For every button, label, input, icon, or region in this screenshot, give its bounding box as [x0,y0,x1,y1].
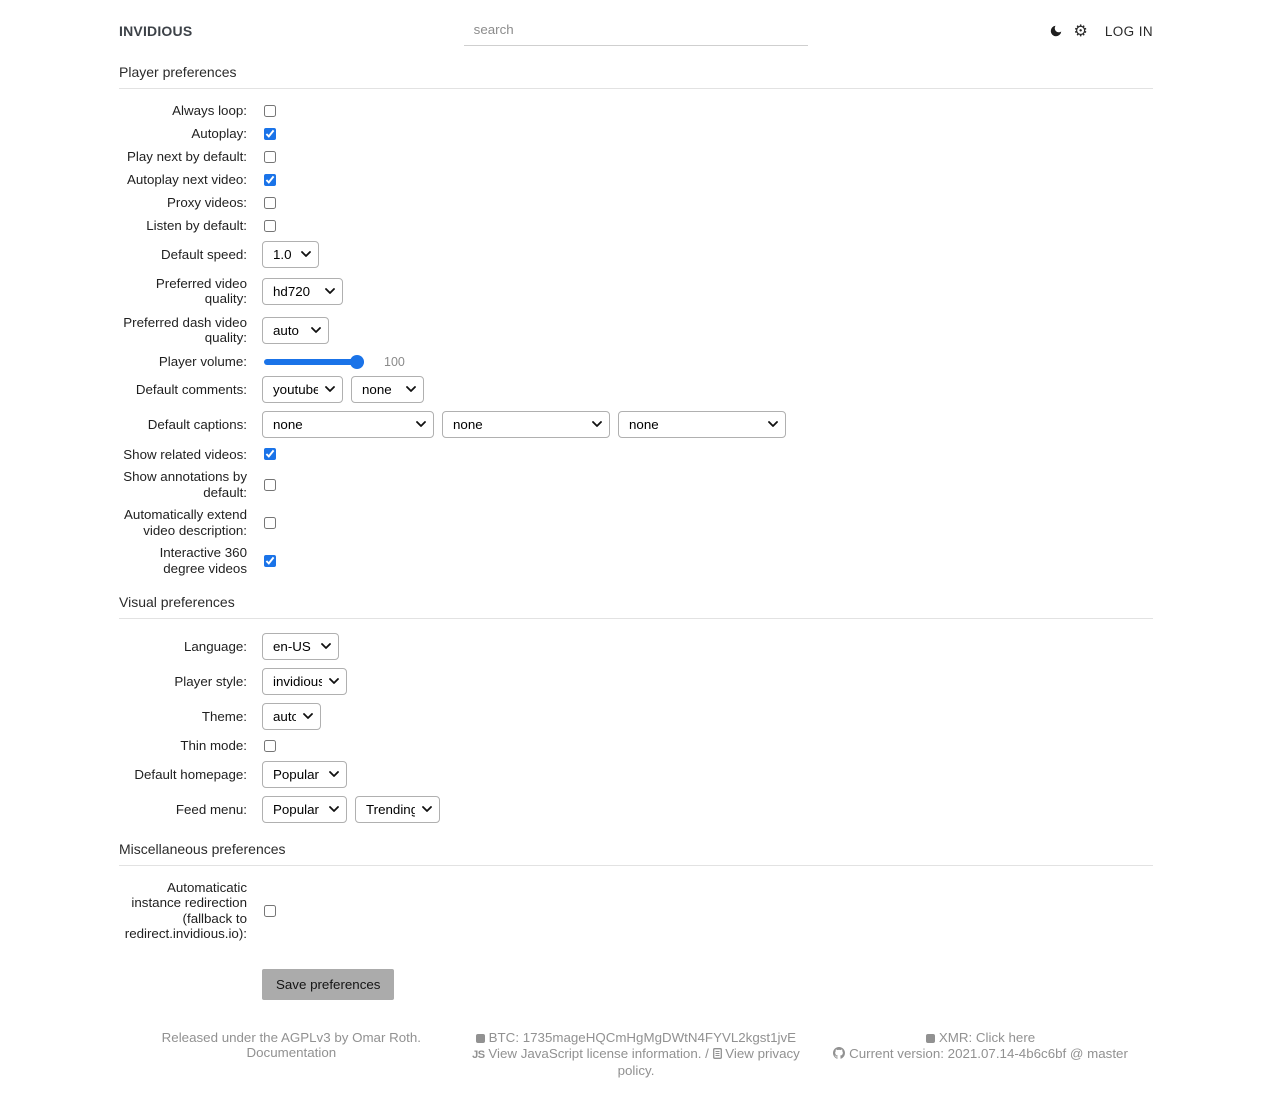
pref-label: Default homepage: [134,766,247,782]
feed-menu-1-select[interactable] [262,796,347,823]
comments-source-2-select[interactable] [351,376,424,403]
xmr-link[interactable]: XMR: Click here [938,1029,1036,1045]
pref-label: Preferred video quality: [155,276,247,307]
interactive-360-checkbox[interactable] [264,555,276,567]
dash-quality-select[interactable] [262,317,329,344]
bitcoin-icon [476,1031,485,1046]
footer-right-column [808,1030,1153,1063]
footer-left-column [119,1030,464,1061]
instance-redirect-checkbox[interactable] [264,905,276,917]
section-title-player: Player preferences [119,64,1153,89]
pref-label: Always loop: [172,103,247,119]
separator: / [705,1046,709,1062]
pref-row-language [119,633,1153,660]
pref-label: Theme: [201,708,247,724]
volume-value: 100 [384,354,405,369]
pref-row-dash-quality [119,315,1153,346]
xmr-line [808,1030,1153,1046]
pref-label: Language: [183,638,247,654]
pref-row-proxy-videos [119,195,1153,211]
pref-label: Preferred dash video quality: [123,314,247,346]
pref-row-play-next [119,149,1153,165]
pref-row-default-speed [119,241,1153,268]
pref-row-listen-default [119,218,1153,234]
pref-row-feed-menu [119,796,1153,823]
thin-mode-checkbox[interactable] [264,740,276,752]
default-homepage-select[interactable] [262,761,347,788]
github-icon [833,1047,845,1062]
pref-label: Interactive 360 degree videos [159,545,247,576]
license-text: Released under the AGPLv3 by Omar Roth. [161,1029,421,1045]
pref-row-extend-description [119,507,1153,538]
always-loop-checkbox[interactable] [264,105,276,117]
pref-row-instance-redirect [119,880,1153,942]
pref-label: Automaticatic instance redirection (fallback to redirect.invidious.io): [124,879,247,942]
document-icon [713,1047,722,1062]
pref-label: Default speed: [161,246,247,262]
autoplay-next-checkbox[interactable] [264,174,276,186]
pref-label: Listen by default: [146,218,247,234]
pref-label: Thin mode: [180,738,247,754]
autoplay-checkbox[interactable] [264,128,276,140]
pref-row-default-captions [119,411,1153,438]
header-left [119,23,464,39]
javascript-icon: JS [472,1049,485,1062]
pref-label: Play next by default: [126,149,247,165]
theme-select[interactable] [262,703,321,730]
section-title-misc: Miscellaneous preferences [119,841,1153,866]
header-right [808,23,1153,39]
pref-row-default-comments [119,376,1153,403]
pref-row-related-videos [119,446,1153,462]
listen-default-checkbox[interactable] [264,220,276,232]
privacy-policy-link[interactable]: View privacy policy. [617,1046,800,1078]
pref-label: Show annotations by default: [123,469,247,500]
pref-label: Autoplay: [191,126,247,142]
pref-label: Default captions: [147,417,247,433]
section-title-visual: Visual preferences [119,594,1153,619]
comments-source-1-select[interactable] [262,376,343,403]
pref-row-autoplay-next [119,172,1153,188]
pref-label: Automatically extend video description: [124,507,247,538]
video-quality-select[interactable] [262,278,343,305]
version-line [808,1046,1153,1062]
captions-2-select[interactable] [442,411,610,438]
pref-label: Default comments: [135,382,247,398]
documentation-link[interactable]: Documentation [246,1045,337,1061]
pref-label: Player style: [174,673,247,689]
proxy-videos-checkbox[interactable] [264,197,276,209]
player-style-select[interactable] [262,668,347,695]
pref-row-video-quality [119,276,1153,307]
footer [0,1030,1272,1096]
default-speed-select[interactable] [262,241,319,268]
related-videos-checkbox[interactable] [264,448,276,460]
gear-icon[interactable]: ⚙ [1073,21,1088,40]
play-next-checkbox[interactable] [264,151,276,163]
extend-description-checkbox[interactable] [264,517,276,529]
pref-row-default-homepage [119,761,1153,788]
header-center [464,16,809,46]
btc-line [464,1030,809,1046]
brand-logo[interactable]: INVIDIOUS [119,23,193,39]
pref-label: Proxy videos: [166,195,247,211]
pref-label: Show related videos: [123,446,247,462]
save-preferences-button[interactable]: Save preferences [262,969,394,1000]
pref-label: Player volume: [158,353,247,369]
js-license-link[interactable]: View JavaScript license information. [488,1046,702,1062]
pref-label: Feed menu: [175,801,247,817]
btc-address: BTC: 1735mageHQCmHgMgDWtN4FYVL2kgst1jvE [488,1029,797,1045]
search-input[interactable] [464,16,809,46]
feed-menu-2-select[interactable] [355,796,440,823]
captions-3-select[interactable] [618,411,786,438]
pref-row-player-volume [119,354,1153,369]
footer-center-column [464,1030,809,1078]
pref-row-thin-mode [119,738,1153,754]
pref-row-theme [119,703,1153,730]
pref-label: Autoplay next video: [126,172,247,188]
preferences-form [119,64,1153,1000]
language-select[interactable] [262,633,339,660]
pref-row-player-style [119,668,1153,695]
monero-icon [926,1031,935,1046]
annotations-checkbox[interactable] [264,479,276,491]
login-link[interactable]: LOG IN [1104,23,1154,39]
pref-row-annotations [119,469,1153,500]
captions-1-select[interactable] [262,411,434,438]
player-volume-slider[interactable] [264,355,364,369]
version-link[interactable]: Current version: 2021.07.14-4b6c6bf @ master [849,1046,1128,1062]
moon-icon[interactable] [1049,24,1063,38]
pref-row-360-videos [119,545,1153,576]
pref-row-always-loop [119,103,1153,119]
top-bar [119,0,1153,46]
legal-links-line [464,1046,809,1078]
pref-row-autoplay [119,126,1153,142]
